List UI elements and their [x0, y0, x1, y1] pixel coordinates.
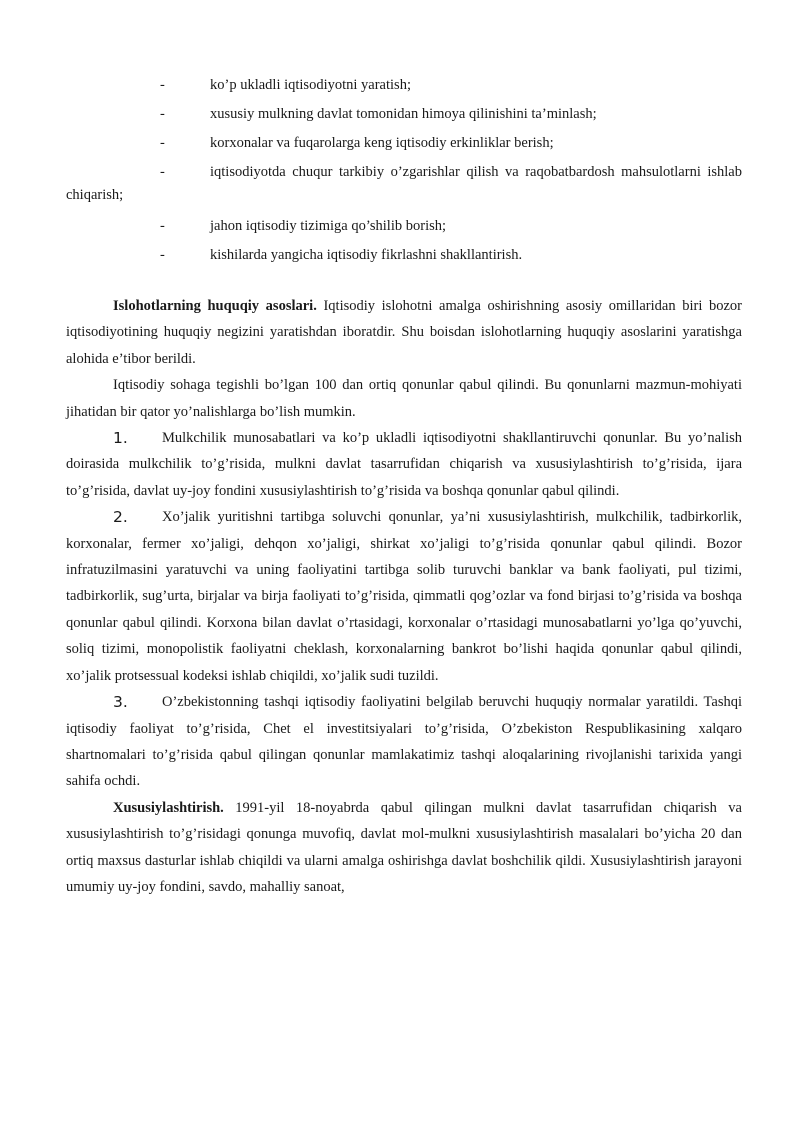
paragraph-legal-basis: [66, 293, 742, 372]
dash-marker: -: [160, 218, 165, 234]
numbered-item: [66, 689, 742, 795]
numbered-item: [66, 425, 742, 504]
item-number: 2.: [113, 508, 128, 527]
paragraph-privatization: [66, 795, 742, 901]
list-item: [66, 161, 742, 207]
numbered-list: [66, 425, 742, 795]
dash-marker: -: [160, 135, 165, 151]
dash-marker: -: [160, 77, 165, 93]
item-text: O’zbekistonning tashqi iqtisodiy faoliyatini belgilab beruvchi huquqiy normalar yaratildi. Tashqi iqtisodiy faoliyat to’g’risida, Chet el investitsiyalari to’g’risida, O’zbekiston Respublikasining xalqaro shartnomalari to’g’risida qabul qilingan qonunlar mamlakatimiz tashqi aloqalarining rivojlanishi tarixida yangi sahifa ochdi.: [66, 694, 742, 790]
paragraph-text: Iqtisodiy islohotni amalga oshirishning asosiy omillaridan biri bozor iqtisodiyotining huquqiy negizini yaratishdan iboratdir. Shu boisdan islohotlarning huquqiy asoslarini yaratishga alohida e’tibor berildi.: [66, 298, 742, 367]
dash-marker: -: [160, 247, 165, 263]
list-item-text: ko’p ukladli iqtisodiyotni yaratish;: [210, 77, 411, 93]
list-item-text: xususiy mulkning davlat tomonidan himoya qilinishini ta’minlash;: [210, 106, 597, 122]
paragraph-text: 1991-yil 18-noyabrda qabul qilingan mulkni davlat tasarrufidan chiqarish va xususiylashtirish to’g’risidagi qonunga muvofiq, davlat mol-mulkni xususiylashtirish masalalari bo’yicha 20 dan ortiq maxsus dasturlar ishlab chiqildi va ularni amalga oshirishga davlat boshchilik qildi. Xususiylashtirish jarayoni umumiy uy-joy fondini, savdo, mahalliy sanoat,: [66, 799, 742, 895]
list-item: [114, 215, 742, 238]
dash-marker: -: [160, 164, 165, 180]
paragraph-laws: Iqtisodiy sohaga tegishli bo’lgan 100 dan ortiq qonunlar qabul qilindi. Bu qonunlarni mazmun-mohiyati jihatidan bir qator yo’nalishlarga bo’lish mumkin.: [66, 377, 742, 420]
item-text: Xo’jalik yuritishni tartibga soluvchi qonunlar, ya’ni xususiylashtirish, mulkchilik, tadbirkorlik, korxonalar, fermer xo’jaligi, dehqon xo’jaligi, shirkat xo’jaligi to’g’risida qonunlar qabul qilindi. Bozor infratuzilmasini yaratuvchi va uning faoliyatini tartibga solib turuvchi banklar va bank faoliyati, pul tizimi, tadbirkorlik, sug’urta, birjalar va birja faoliyati to’g’risida, qimmatli qog’ozlar va fond birjasi to’g’risida va boshqa qonunlar qabul qilindi. Korxona bilan davlat o’rtasidagi, korxonalar o’rtasidagi munosabatlarni yo’lga qo’yuvchi, soliq tizimi, monopolistik faoliyatni cheklash, korxonalarning bankrot bo’lishi haqida qonunlar qabul qilindi, xo’jalik protsessual kodeksi ishlab chiqildi, xo’jalik sudi tuzildi.: [66, 509, 742, 684]
list-item-text: kishilarda yangicha iqtisodiy fikrlashni shakllantirish.: [210, 247, 523, 263]
item-text: Mulkchilik munosabatlari va ko’p ukladli iqtisodiyotni shakllantiruvchi qonunlar. Bu yo’nalish doirasida mulkchilik to’g’risida, mulkni davlat tasarrufidan chiqarish va xususiylashtirish to’g’risida, ijara to’g’risida, davlat uy-joy fondini xususiylashtirish to’g’risida va boshqa qonunlar qabul qilindi.: [66, 430, 742, 499]
item-number: 1.: [113, 429, 128, 448]
numbered-item: [66, 504, 742, 689]
list-item: [114, 132, 742, 155]
spacer: [114, 273, 742, 293]
dash-marker: -: [160, 106, 165, 122]
list-item: [114, 244, 742, 267]
section-heading: Islohotlarning huquqiy asoslari.: [113, 298, 317, 314]
list-item: [114, 74, 742, 97]
list-item-text: korxonalar va fuqarolarga keng iqtisodiy erkinliklar berish;: [210, 135, 554, 151]
list-item: [114, 103, 742, 126]
list-item-text: jahon iqtisodiy tizimiga qo’shilib borish;: [210, 218, 447, 234]
section-heading: Xususiylashtirish.: [113, 799, 224, 816]
item-number: 3.: [113, 693, 128, 712]
list-item-text: iqtisodiyotda chuqur tarkibiy o’zgarishlar qilish va raqobatbardosh mahsulotlarni ishlab chiqarish;: [66, 164, 742, 203]
goals-list: [66, 74, 742, 267]
